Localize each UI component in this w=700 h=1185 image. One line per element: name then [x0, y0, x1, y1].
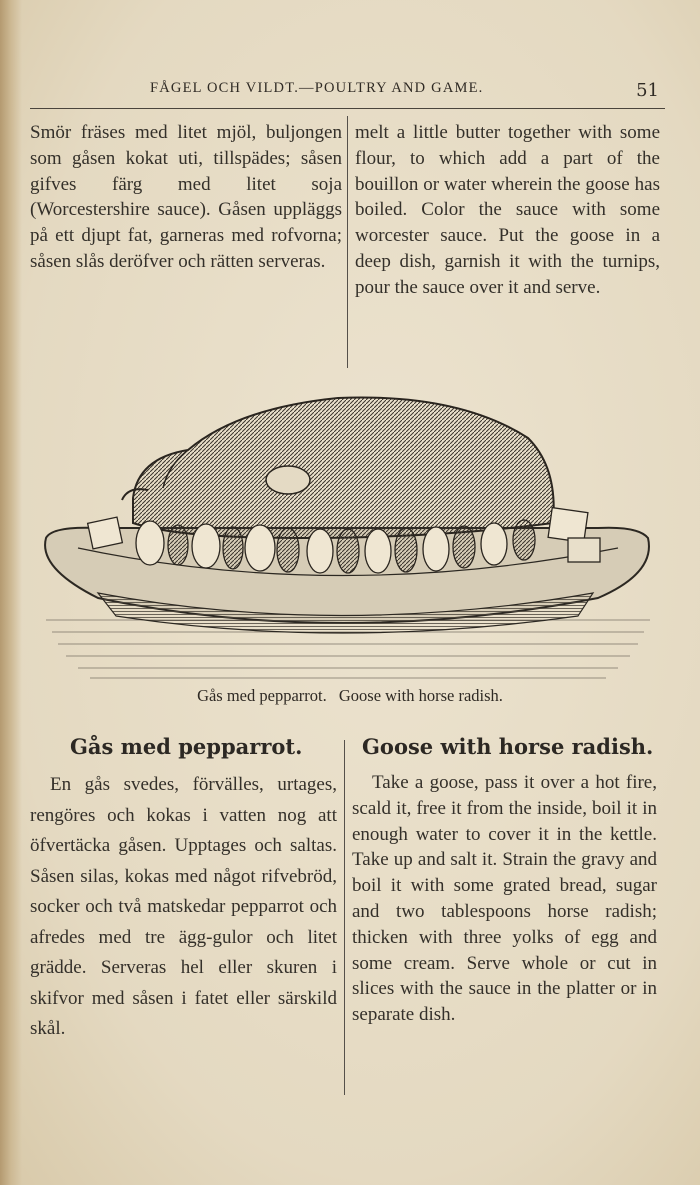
caption-swedish: Gås med pepparrot.: [197, 686, 327, 705]
top-column-divider: [347, 116, 348, 368]
english-recipe-text: Take a goose, pass it over a hot fire, scald it, free it from the inside, boil it in enough water to cover it in the kettle. Take up and salt it. Strain the gravy and boil it with some grated bread, sugar and two tablespoons horse radish; thicken with three yolks of egg and some cream. Serve whole or cut in slices with the sauce in the platter or in separate dish.: [352, 772, 657, 1026]
top-english-text: melt a little butter together with some flour, to which add a part of the bouillon or water wherein the goose has boiled. Color the sauce with some worcester sauce. Put the goose in a deep dish, garnish it with the turnips, pour the sauce over it and serve.: [355, 122, 660, 298]
recipe-column-divider: [344, 740, 345, 1095]
page-number: 51: [636, 80, 659, 101]
goose-illustration: [38, 388, 656, 688]
swedish-recipe-heading: Gås med pepparrot.: [70, 734, 303, 759]
caption-english: Goose with horse radish.: [338, 686, 503, 705]
book-spine-shadow: [0, 0, 22, 1185]
header-title: FÅGEL OCH VILDT.—POULTRY AND GAME.: [150, 80, 484, 96]
english-recipe-heading: Goose with horse radish.: [362, 734, 654, 759]
swedish-recipe-text: En gås svedes, förvälles, urtages, rengöres och kokas i vatten nog att öfvertäcka gåsen. Upptages och saltas. Såsen silas, kokas med något rifvebröd, socker och två matskedar pepparrot och afredes med tre ägg-gulor och litet grädde. Serveras hel eller skuren i skifvor med såsen i fatet eller särskild skål.: [30, 774, 337, 1039]
running-header: [30, 80, 665, 109]
top-swedish-text: Smör fräses med litet mjöl, buljongen som gåsen kokat uti, tillspädes; såsen gifves färg med litet soja (Worcestershire sauce). Gåsen uppläggs på ett djupt fat, garneras med rofvorna; såsen slås deröfver och rätten serveras.: [30, 122, 342, 272]
figure-caption: [0, 686, 700, 706]
